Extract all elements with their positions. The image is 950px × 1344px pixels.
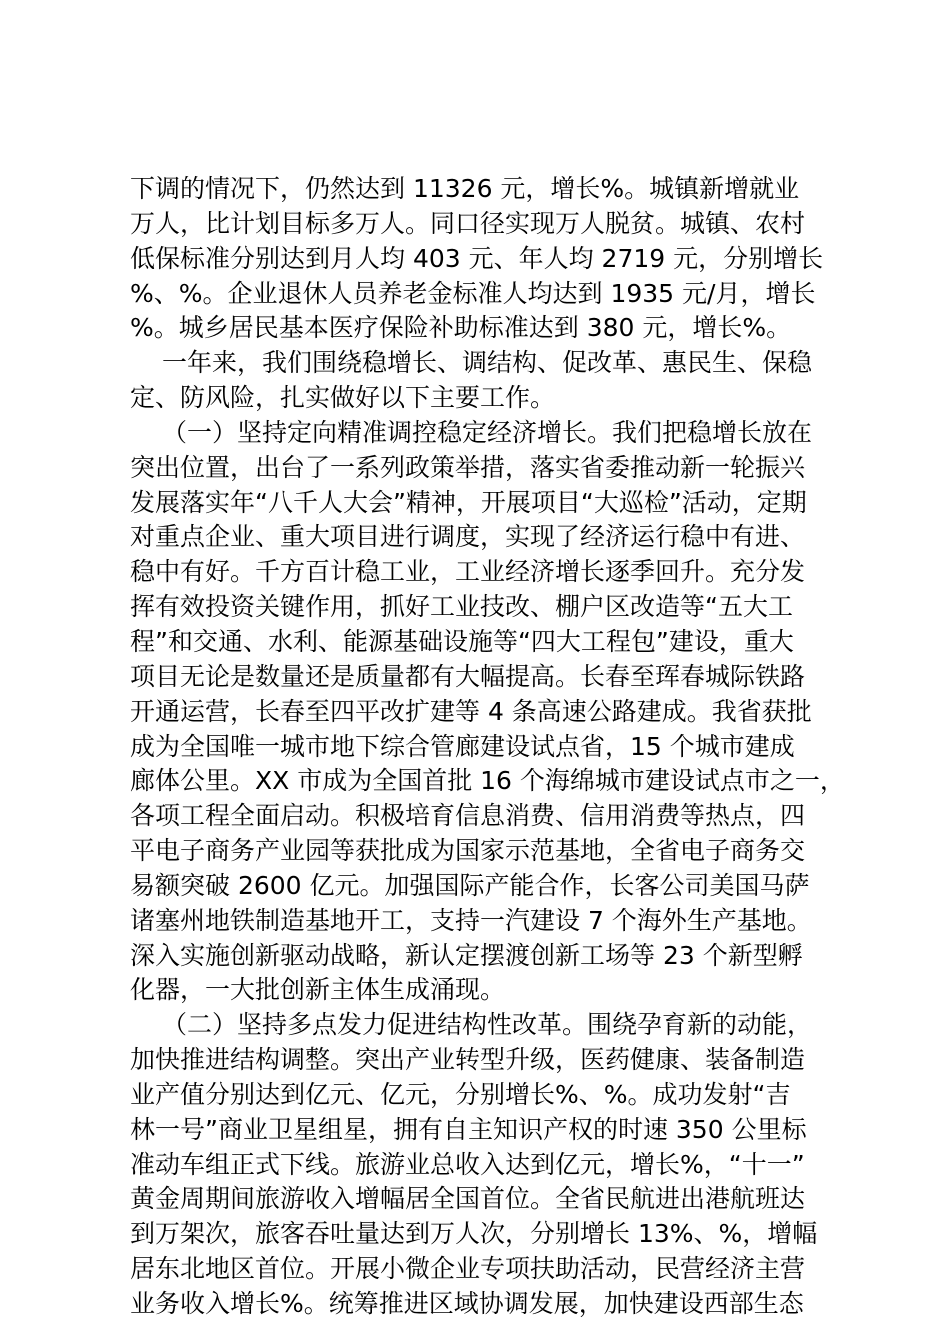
- text-line: %、%。企业退休人员养老金标准人均达到 1935 元/月，增长: [130, 278, 816, 308]
- text-line: 万人，比计划目标多万人。同口径实现万人脱贫。城镇、农村: [130, 208, 806, 238]
- text-line: 居东北地区首位。开展小微企业专项扶助活动，民营经济主营: [130, 1254, 806, 1284]
- text-line: 到万架次，旅客吞吐量达到万人次，分别增长 13%、%，增幅: [130, 1219, 818, 1249]
- text-line: 对重点企业、重大项目进行调度，实现了经济运行稳中有进、: [130, 522, 806, 552]
- text-line: 开通运营，长春至四平改扩建等 4 条高速公路建成。我省获批: [130, 696, 812, 726]
- text-line: 易额突破 2600 亿元。加强国际产能合作，长客公司美国马萨: [130, 870, 810, 900]
- text-line: 突出位置，出台了一系列政策举措，落实省委推动新一轮振兴: [130, 452, 806, 482]
- text-line: 加快推进结构调整。突出产业转型升级，医药健康、装备制造: [130, 1045, 806, 1075]
- text-line: 林一号”商业卫星组星，拥有自主知识产权的时速 350 公里标: [130, 1114, 807, 1144]
- text-line: 化器，一大批创新主体生成涌现。: [130, 975, 506, 1005]
- text-line: 准动车组正式下线。旅游业总收入达到亿元，增长%，“十一”: [130, 1149, 805, 1179]
- text-line: %。城乡居民基本医疗保险补助标准达到 380 元，增长%。: [130, 313, 792, 343]
- text-line: 项目无论是数量还是质量都有大幅提高。长春至珲春城际铁路: [130, 661, 806, 691]
- paragraph-first-line: （二）坚持多点发力促进结构性改革。围绕孕育新的动能，: [162, 1010, 813, 1040]
- text-line: 低保标准分别达到月人均 403 元、年人均 2719 元，分别增长: [130, 243, 824, 273]
- body-text: [130, 172, 850, 1322]
- text-line: 成为全国唯一城市地下综合管廊建设试点省，15 个城市建成: [130, 731, 795, 761]
- paragraph-first-line: （一）坚持定向精准调控稳定经济增长。我们把稳增长放在: [162, 417, 813, 447]
- text-line: 下调的情况下，仍然达到 11326 元，增长%。城镇新增就业: [130, 174, 800, 203]
- text-line: 黄金周期间旅游收入增幅居全国首位。全省民航进出港航班达: [130, 1184, 806, 1214]
- text-line: 深入实施创新驱动战略，新认定摆渡创新工场等 23 个新型孵: [130, 940, 803, 970]
- text-line: 业产值分别达到亿元、亿元，分别增长%、%。成功发射“吉: [130, 1079, 791, 1109]
- text-line: 诸塞州地铁制造基地开工，支持一汽建设 7 个海外生产基地。: [130, 905, 812, 935]
- text-line: 定、防风险，扎实做好以下主要工作。: [130, 383, 556, 413]
- text-line: 廊体公里。XX 市成为全国首批 16 个海绵城市建设试点市之一，: [130, 766, 845, 796]
- text-line: 稳中有好。千方百计稳工业，工业经济增长逐季回升。充分发: [130, 557, 806, 587]
- text-line: 平电子商务产业园等获批成为国家示范基地，全省电子商务交: [130, 836, 806, 866]
- text-line: 程”和交通、水利、能源基础设施等“四大工程包”建设，重大: [130, 626, 794, 656]
- text-line: 业务收入增长%。统筹推进区域协调发展，加快建设西部生态: [130, 1289, 804, 1318]
- text-line: 挥有效投资关键作用，抓好工业技改、棚户区改造等“五大工: [130, 592, 793, 622]
- text-line: 各项工程全面启动。积极培育信息消费、信用消费等热点，四: [130, 801, 806, 831]
- text-line: 发展落实年“八千人大会”精神，开展项目“大巡检”活动，定期: [130, 487, 807, 517]
- paragraph-first-line: 一年来，我们围绕稳增长、调结构、促改革、惠民生、保稳: [162, 348, 813, 378]
